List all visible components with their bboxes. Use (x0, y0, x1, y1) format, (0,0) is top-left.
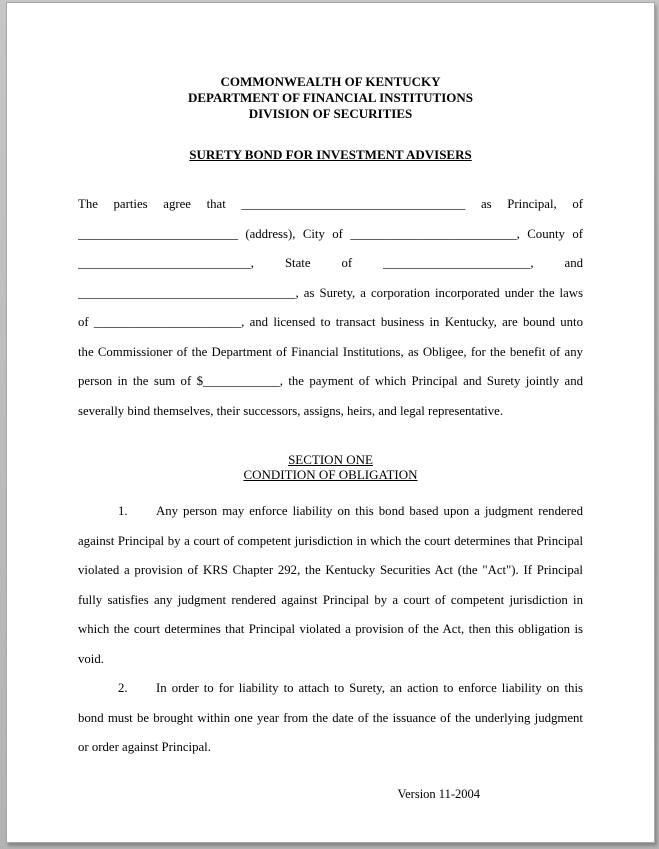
document-line: 1. Any person may enforce liability on this bond based upon a judgment rendered (78, 497, 583, 527)
document-line: which the court determines that Principal violated a provision of the Act, then this obligation is (78, 622, 583, 636)
document-line: _________________________ (address), City of __________________________, County of (78, 226, 583, 241)
document-line: __________________________________, as Surety, a corporation incorporated under the laws (78, 285, 583, 300)
document-line: void. (78, 651, 104, 666)
document-line: or order against Principal. (78, 740, 211, 754)
paragraph-number: 2. (118, 681, 128, 695)
document-line: the Commissioner of the Department of Financial Institutions, as Obligee, for the benefit of any (78, 344, 583, 359)
document-line: The parties agree that ___________________________________ as Principal, of (78, 197, 583, 211)
document-line: severally bind themselves, their successors, assigns, heirs, and legal representative. (78, 403, 504, 418)
document-line: against Principal by a court of competent jurisdiction in which the court determines that Principal (78, 533, 583, 548)
header-line-commonwealth: COMMONWEALTH OF KENTUCKY (220, 74, 441, 89)
document-line: fully satisfies any judgment rendered against Principal by a court of competent jurisdiction in (78, 592, 583, 607)
section-one-heading (78, 452, 583, 482)
document-line: violated a provision of KRS Chapter 292, the Kentucky Securities Act (the "Act"). If Principal (78, 563, 583, 577)
document-header (78, 74, 583, 122)
document-line: 2. In order to for liability to attach to Surety, an action to enforce liability on this (78, 674, 583, 704)
section-heading-line-2: CONDITION OF OBLIGATION (243, 467, 418, 482)
paragraph-number: 1. (118, 504, 128, 518)
document-line: of _______________________, and licensed to transact business in Kentucky, are bound unto (78, 315, 583, 329)
footer-version: Version 11-2004 (397, 786, 480, 801)
agreement-paragraph (78, 190, 583, 426)
document-line: bond must be brought within one year from the date of the issuance of the underlying judgment (78, 710, 583, 725)
section-one-paragraphs (78, 497, 583, 763)
document-title: SURETY BOND FOR INVESTMENT ADVISERS (189, 147, 472, 162)
header-line-division: DIVISION OF SECURITIES (248, 106, 413, 121)
header-line-department: DEPARTMENT OF FINANCIAL INSTITUTIONS (188, 90, 473, 105)
section-heading-line-1: SECTION ONE (288, 452, 373, 467)
document-line: ___________________________, State of _______________________, and (78, 256, 583, 270)
page-content (7, 74, 654, 802)
document-page (6, 2, 655, 843)
document-line: person in the sum of $____________, the payment of which Principal and Surety jointly and (78, 374, 583, 388)
